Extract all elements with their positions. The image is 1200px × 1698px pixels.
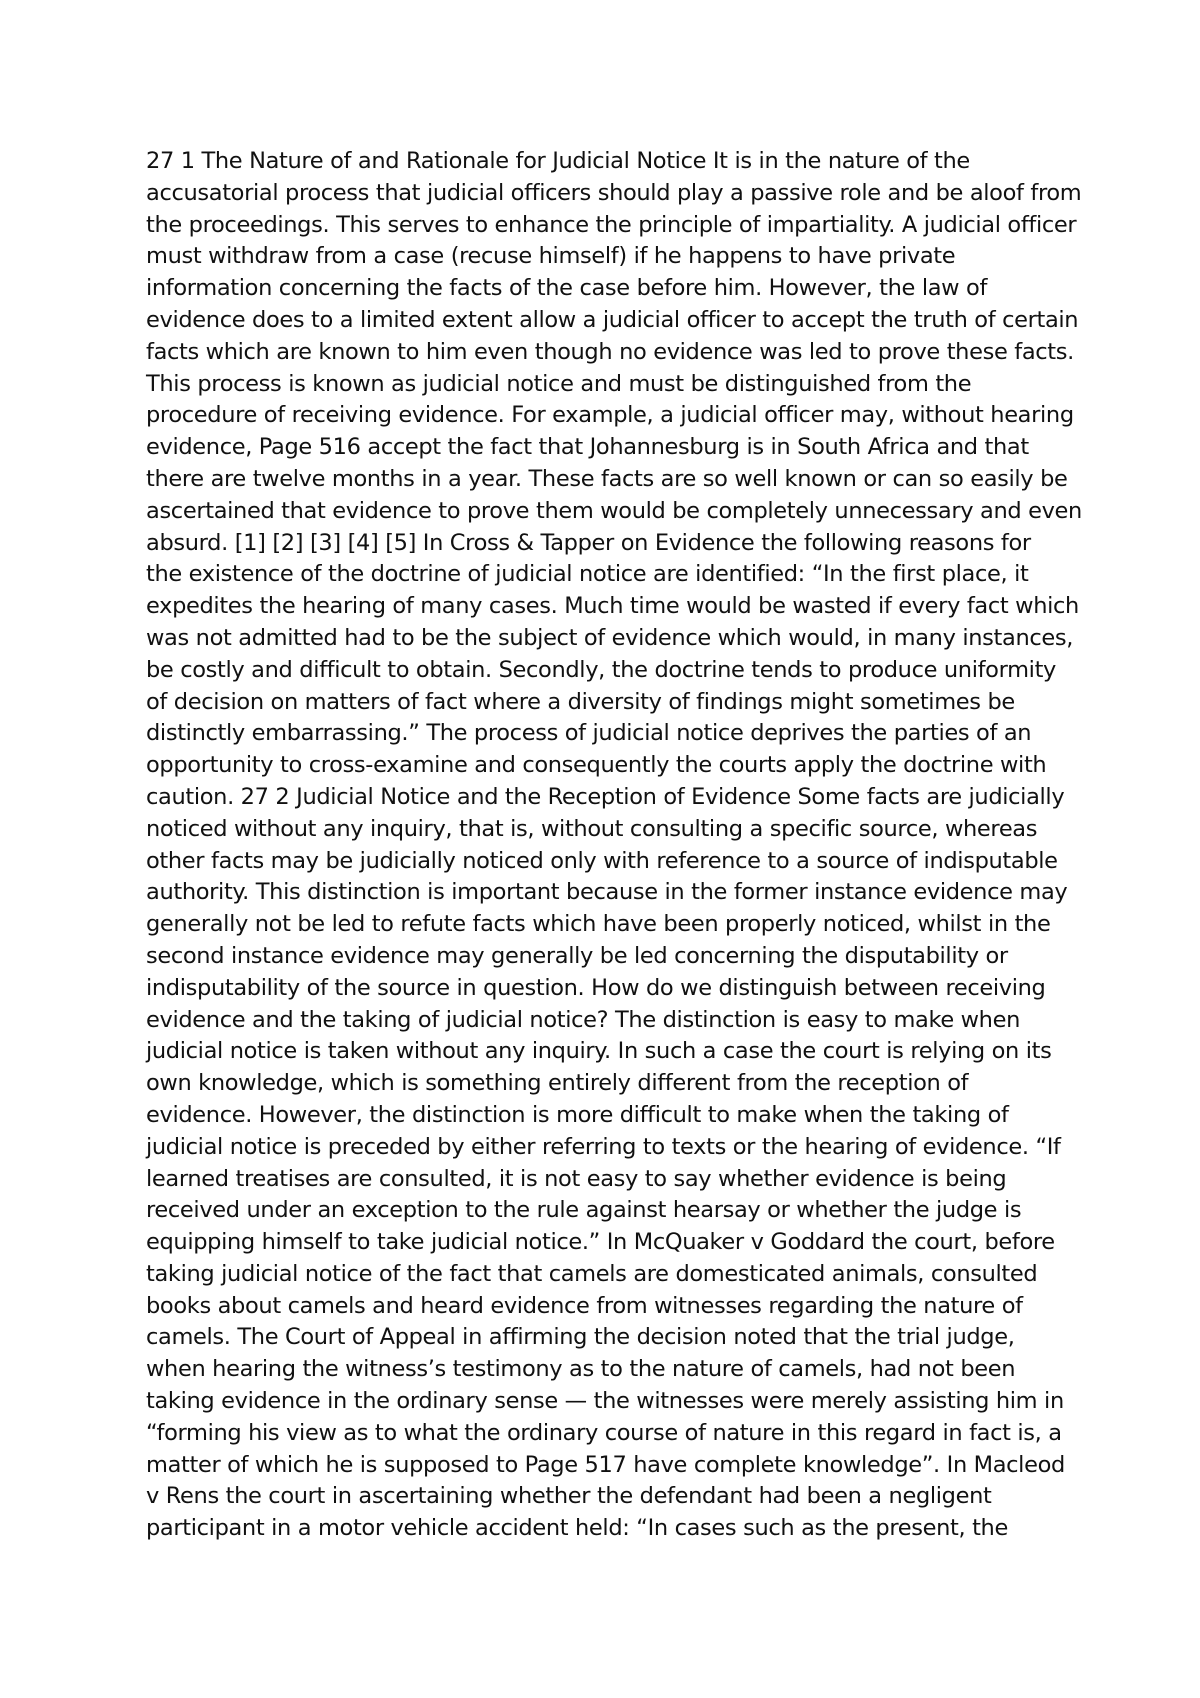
text-line: the existence of the doctrine of judicial notice are identified: “In the first place, it xyxy=(146,561,1029,588)
text-line: v Rens the court in ascertaining whether the defendant had been a negligent xyxy=(146,1483,992,1510)
text-line: evidence. However, the distinction is more difficult to make when the taking of xyxy=(146,1101,1009,1128)
text-line: distinctly embarrassing.” The process of judicial notice deprives the parties of an xyxy=(146,720,1032,747)
text-line: received under an exception to the rule against hearsay or whether the judge is xyxy=(146,1197,1022,1224)
text-line: must withdraw from a case (recuse himself) if he happens to have private xyxy=(146,243,956,270)
text-line: second instance evidence may generally be led concerning the disputability or xyxy=(146,942,1008,969)
text-line: participant in a motor vehicle accident held: “In cases such as the present, the xyxy=(146,1515,1008,1542)
text-line: procedure of receiving evidence. For example, a judicial officer may, without hearing xyxy=(146,402,1074,429)
text-line: This process is known as judicial notice and must be distinguished from the xyxy=(146,370,972,397)
text-line: matter of which he is supposed to Page 517 have complete knowledge”. In Macleod xyxy=(146,1451,1065,1478)
text-line: the proceedings. This serves to enhance the principle of impartiality. A judicial officer xyxy=(146,211,1077,238)
text-line: generally not be led to refute facts which have been properly noticed, whilst in the xyxy=(146,911,1051,938)
text-line: judicial notice is preceded by either referring to texts or the hearing of evidence. “If xyxy=(146,1133,1061,1160)
text-line: accusatorial process that judicial officers should play a passive role and be aloof from xyxy=(146,179,1082,206)
text-line: camels. The Court of Appeal in affirming the decision noted that the trial judge, xyxy=(146,1324,1015,1351)
text-line: there are twelve months in a year. These facts are so well known or can so easily be xyxy=(146,465,1068,492)
text-line: taking judicial notice of the fact that camels are domesticated animals, consulted xyxy=(146,1260,1038,1287)
text-line: was not admitted had to be the subject of evidence which would, in many instances, xyxy=(146,624,1074,651)
text-line: books about camels and heard evidence from witnesses regarding the nature of xyxy=(146,1292,1023,1319)
text-line: 27 1 The Nature of and Rationale for Judicial Notice It is in the nature of the xyxy=(146,148,970,174)
text-line: taking evidence in the ordinary sense — the witnesses were merely assisting him in xyxy=(146,1388,1064,1415)
text-line: own knowledge, which is something entirely different from the reception of xyxy=(146,1070,969,1097)
text-line: noticed without any inquiry, that is, without consulting a specific source, whereas xyxy=(146,815,1038,842)
text-line: information concerning the facts of the case before him. However, the law of xyxy=(146,275,988,302)
text-line: evidence and the taking of judicial notice? The distinction is easy to make when xyxy=(146,1006,1021,1033)
text-line: judicial notice is taken without any inquiry. In such a case the court is relying on its xyxy=(146,1038,1052,1065)
text-line: evidence, Page 516 accept the fact that Johannesburg is in South Africa and that xyxy=(146,434,1029,461)
text-line: opportunity to cross-examine and consequently the courts apply the doctrine with xyxy=(146,752,1047,779)
text-line: ascertained that evidence to prove them would be completely unnecessary and even xyxy=(146,497,1082,524)
text-line: evidence does to a limited extent allow a judicial officer to accept the truth of certain xyxy=(146,306,1079,333)
body-text xyxy=(146,146,1086,1545)
text-line: indisputability of the source in question. How do we distinguish between receiving xyxy=(146,974,1046,1001)
text-line: other facts may be judicially noticed only with reference to a source of indisputable xyxy=(146,847,1058,874)
text-line: caution. 27 2 Judicial Notice and the Reception of Evidence Some facts are judicially xyxy=(146,783,1065,810)
text-line: equipping himself to take judicial notice.” In McQuaker v Goddard the court, before xyxy=(146,1229,1055,1256)
text-line: “forming his view as to what the ordinary course of nature in this regard in fact is, a xyxy=(146,1419,1062,1446)
text-line: when hearing the witness’s testimony as to the nature of camels, had not been xyxy=(146,1356,1016,1383)
text-line: authority. This distinction is important because in the former instance evidence may xyxy=(146,879,1068,906)
text-line: of decision on matters of fact where a diversity of findings might sometimes be xyxy=(146,688,1015,715)
text-line: be costly and difficult to obtain. Secondly, the doctrine tends to produce uniformity xyxy=(146,656,1057,683)
text-line: facts which are known to him even though no evidence was led to prove these facts. xyxy=(146,338,1074,365)
text-line: expedites the hearing of many cases. Much time would be wasted if every fact which xyxy=(146,593,1079,620)
text-line: learned treatises are consulted, it is not easy to say whether evidence is being xyxy=(146,1165,1007,1192)
text-line: absurd. [1] [2] [3] [4] [5] In Cross & Tapper on Evidence the following reasons for xyxy=(146,529,1031,556)
